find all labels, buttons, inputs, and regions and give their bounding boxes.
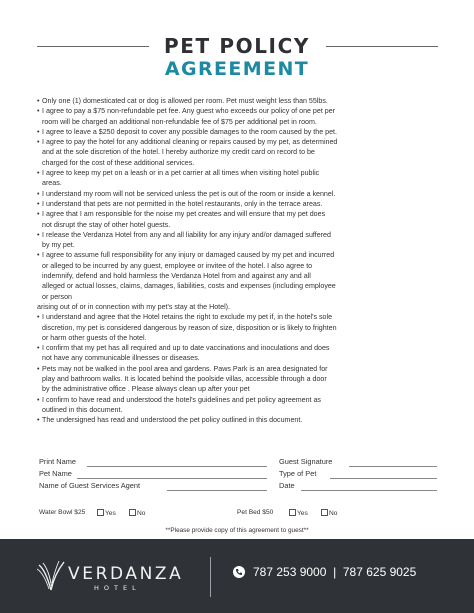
type-of-pet-field[interactable] (330, 478, 437, 479)
print-name-label: Print Name (39, 457, 76, 466)
policy-item (37, 209, 441, 230)
footer-divider (210, 557, 211, 597)
checkbox-icon[interactable] (289, 509, 296, 516)
policy-line: I confirm to have read and understood the hotel's guidelines and pet policy agreement as (42, 395, 321, 404)
policy-line: play and bathroom walks. It is located behind the poolside villas, accessible through a door (42, 375, 327, 384)
policy-item (37, 415, 441, 425)
title-line-1: PET POLICY (164, 34, 310, 58)
water-bowl-no[interactable] (129, 509, 145, 517)
pet-bed-no[interactable] (321, 509, 337, 517)
policy-line: outlined in this document. (42, 405, 123, 414)
policy-line: discretion, my pet is considered dangerous by reason of size, disposition or is likely to frighten (42, 323, 337, 332)
policy-item (37, 395, 441, 416)
policy-item (37, 168, 441, 189)
checkbox-icon[interactable] (129, 509, 136, 516)
pet-name-field[interactable] (77, 478, 267, 479)
signature-form (39, 457, 437, 493)
form-row (39, 481, 437, 493)
add-on-options (39, 509, 437, 521)
policy-line: or person (42, 292, 72, 301)
policy-line: I release the Verdanza Hotel from any and all liability for any injury and/or damaged suffered (42, 230, 331, 239)
policy-line: or alleged to be incurred by any guest, employee or invitee of the hotel. I also agree to (42, 261, 313, 270)
policy-line: I understand my room will not be serviced unless the pet is out of the room or inside a kennel. (42, 189, 336, 198)
date-field[interactable] (301, 490, 437, 491)
policy-item (37, 106, 441, 127)
policy-line: or harm other guests of the hotel. (42, 333, 147, 342)
policy-line: I understand and agree that the Hotel retains the right to exclude my pet if, in the hotel's sole (42, 313, 333, 322)
policy-item (37, 250, 441, 301)
title-line-2: AGREEMENT (164, 58, 310, 80)
phone-contact (233, 565, 416, 579)
brand-subtitle: HOTEL (94, 584, 141, 592)
type-of-pet-label: Type of Pet (279, 469, 317, 478)
agent-name-field[interactable] (167, 490, 267, 491)
policy-line: I confirm that my pet has all required and up to date vaccinations and inoculations and does (42, 344, 330, 353)
form-row (39, 469, 437, 481)
pet-bed-yes[interactable] (289, 509, 308, 517)
policy-line: by the administrative office . Please always clean up after your pet (42, 385, 250, 394)
policy-line: The undersigned has read and understood the pet policy outlined in this document. (42, 416, 303, 425)
policy-list (37, 96, 441, 426)
policy-item (37, 230, 441, 251)
policy-item (37, 199, 441, 209)
policy-item (37, 364, 441, 395)
policy-line: and at the sole discretion of the hotel. I hereby authorize my credit card on record to be (42, 148, 315, 157)
policy-line: not disrupt the stay of other hotel guests. (42, 220, 171, 229)
policy-item (37, 312, 441, 343)
verdanza-logo-icon (37, 559, 65, 593)
agent-name-label: Name of Guest Services Agent (39, 481, 141, 490)
date-label: Date (279, 481, 295, 490)
guest-signature-label: Guest Signature (279, 457, 333, 466)
footer-bar (0, 539, 474, 613)
brand-logo (68, 565, 183, 592)
yes-label: Yes (105, 510, 116, 517)
water-bowl-label: Water Bowl $25 (39, 509, 86, 516)
phone-icon (233, 566, 245, 578)
copy-note: **Please provide copy of this agreement to guest** (165, 527, 309, 534)
brand-name: VERDANZA (68, 564, 184, 584)
no-label: No (329, 510, 338, 517)
document-title (0, 34, 474, 80)
policy-line: I understand that pets are not permitted in the hotel restaurants, only in the terrace areas. (42, 199, 323, 208)
pet-name-label: Pet Name (39, 469, 72, 478)
form-row (39, 457, 437, 469)
print-name-field[interactable] (87, 466, 267, 467)
policy-line: alleged or actual losses, claims, damages, liabilities, costs and expenses (including employee (42, 282, 336, 291)
policy-line: by my pet. (42, 241, 75, 250)
yes-label: Yes (297, 510, 308, 517)
policy-line: indemnify, defend and hold harmless the Verdanza Hotel from and against any and all (42, 272, 311, 281)
policy-line: Only one (1) domesticated cat or dog is allowed per room. Pet must weight less than 55lbs. (42, 97, 328, 105)
policy-line: I agree to pay the hotel for any additional cleaning or repairs caused by my pet, as determined (42, 138, 338, 147)
pet-bed-label: Pet Bed $50 (237, 509, 274, 516)
guest-signature-field[interactable] (349, 466, 437, 467)
water-bowl-yes[interactable] (97, 509, 116, 517)
policy-line: arising out of or in connection with my pet's stay at the Hotel). (37, 302, 230, 311)
policy-line: I agree that I am responsible for the noise my pet creates and will ensure that my pet does (42, 210, 326, 219)
checkbox-icon[interactable] (321, 509, 328, 516)
policy-line: I agree to pay a $75 non-refundable pet fee. Any guest who exceeds our policy of one pet per (42, 107, 336, 116)
policy-line: charged for the cost of these additional services. (42, 158, 195, 167)
phone-numbers: 787 253 9000 | 787 625 9025 (253, 565, 417, 579)
policy-line: I agree to leave a $250 deposit to cover any possible damages to the room caused by the pet. (42, 127, 337, 136)
policy-line: room will be charged an additional non-refundable fee of $75 per additional pet in room. (42, 117, 317, 126)
policy-item (37, 189, 441, 199)
policy-item (37, 343, 441, 364)
policy-line: areas. (42, 179, 62, 188)
policy-line: not have any communicable illnesses or diseases. (42, 354, 200, 363)
policy-line: I agree to keep my pet on a leash or in a pet carrier at all times when visiting hotel public (42, 169, 320, 178)
policy-line: I agree to assume full responsibility for any injury or damaged caused by my pet and incurred (42, 251, 335, 260)
checkbox-icon[interactable] (97, 509, 104, 516)
no-label: No (137, 510, 146, 517)
policy-item (37, 137, 441, 168)
policy-item-continuation (37, 302, 441, 312)
policy-item (37, 127, 441, 137)
policy-item (37, 96, 441, 106)
policy-line: Pets may not be walked in the pool area and gardens. Paws Park is an area designated for (42, 364, 328, 373)
